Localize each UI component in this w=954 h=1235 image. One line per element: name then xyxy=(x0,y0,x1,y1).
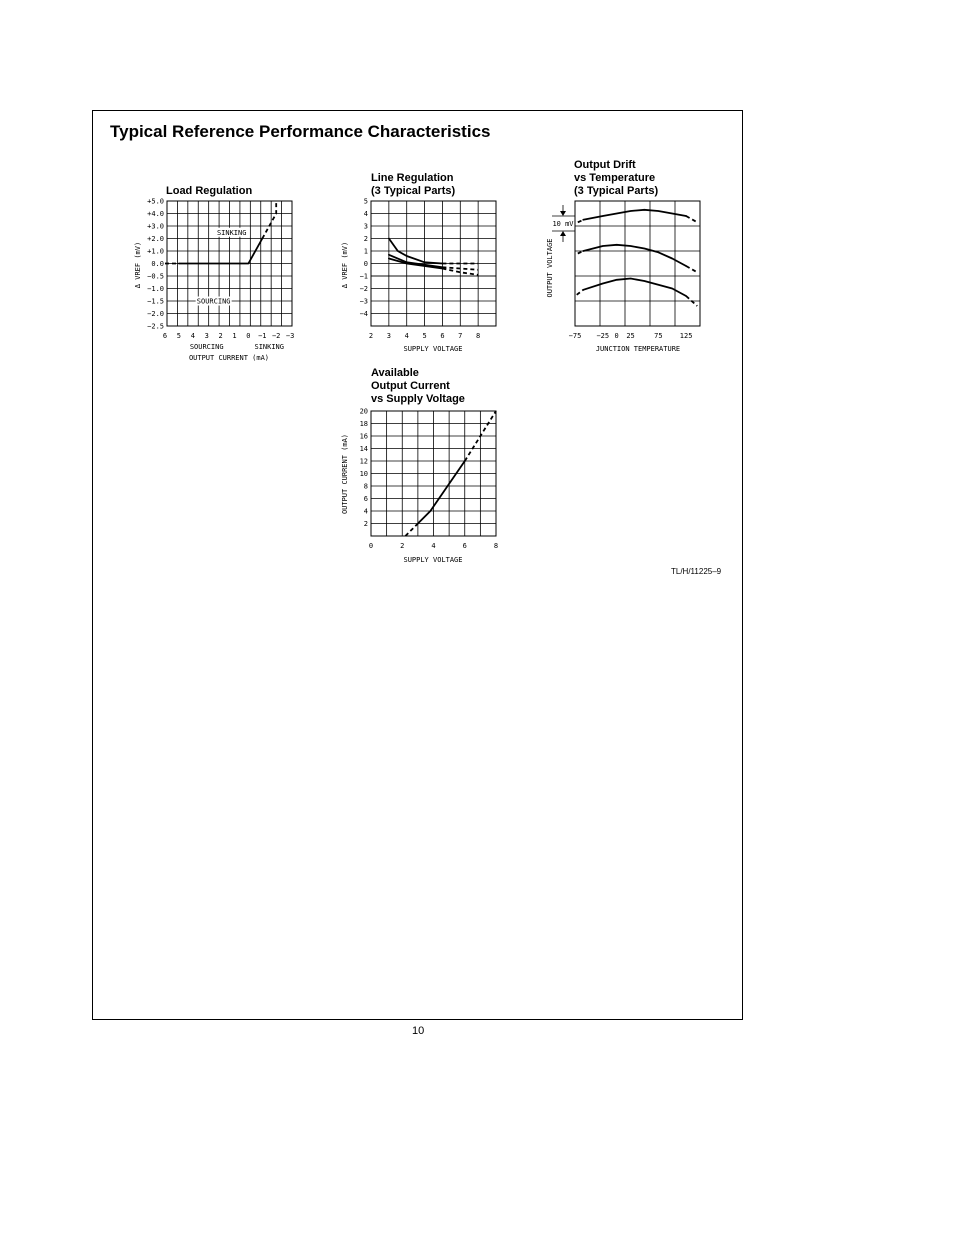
drift-scale-arrowhead-top xyxy=(560,211,566,216)
load-y-tick-label: −1.0 xyxy=(147,285,164,293)
line-y-tick-label: 4 xyxy=(363,210,368,218)
drift-x-tick-label: 75 xyxy=(654,332,663,340)
line-y-tick-label: −3 xyxy=(359,297,368,306)
current-x-tick-label: 4 xyxy=(431,542,436,550)
current-series-0 xyxy=(405,524,418,537)
line-x-tick-label: 4 xyxy=(404,332,409,340)
line-x-tick-label: 6 xyxy=(440,332,445,340)
line-x-axis-label: SUPPLY VOLTAGE xyxy=(403,345,463,353)
load-y-tick-label: −2.5 xyxy=(147,322,164,331)
current-y-axis-label: OUTPUT CURRENT (mA) xyxy=(341,433,349,515)
load-annotation: SOURCING xyxy=(196,297,231,306)
drift-series-0 xyxy=(578,220,584,223)
load-series-2 xyxy=(262,201,276,239)
current-y-tick-label: 14 xyxy=(359,445,368,453)
drift-series-7 xyxy=(583,279,686,297)
load-x-tick-label: 2 xyxy=(218,332,223,340)
page-title: Typical Reference Performance Characteristics xyxy=(110,122,491,141)
current-x-tick-label: 2 xyxy=(400,542,405,550)
drift-scale-arrowhead-bottom xyxy=(560,231,566,236)
current-x-axis-label: SUPPLY VOLTAGE xyxy=(403,556,463,564)
line-x-tick-label: 3 xyxy=(386,332,391,340)
chart-title-current: Available Output Current vs Supply Voltage xyxy=(371,367,465,405)
line-y-tick-label: 2 xyxy=(363,235,368,243)
drift-x-tick-label: −25 xyxy=(596,332,610,340)
line-y-tick-label: −4 xyxy=(359,310,368,318)
load-y-tick-label: −2.0 xyxy=(147,310,164,318)
drift-series-6 xyxy=(577,290,584,295)
drift-x-tick-label: 125 xyxy=(679,332,693,340)
load-x-axis-label: OUTPUT CURRENT (mA) xyxy=(188,354,270,362)
current-y-tick-label: 18 xyxy=(359,420,368,428)
chart-title-line: Line Regulation (3 Typical Parts) xyxy=(371,172,456,197)
load-x-tick-label: 6 xyxy=(162,332,168,340)
current-y-tick-label: 6 xyxy=(363,495,368,503)
drift-x-axis-label: JUNCTION TEMPERATURE xyxy=(595,345,681,353)
line-y-tick-label: −2 xyxy=(359,285,368,293)
line-y-tick-label: 5 xyxy=(363,197,368,206)
drift-x-tick-label: 25 xyxy=(626,332,635,340)
line-x-tick-label: 7 xyxy=(458,332,463,340)
load-y-axis-label: Δ VREF (mV) xyxy=(134,241,142,289)
line-y-tick-label: 3 xyxy=(363,222,368,231)
line-y-axis-label: Δ VREF (mV) xyxy=(341,241,349,289)
load-y-tick-label: +4.0 xyxy=(147,210,164,218)
drift-scale-label: 10 mV xyxy=(552,220,574,228)
load-y-tick-label: 0.0 xyxy=(151,260,164,268)
line-y-tick-label: 1 xyxy=(363,247,368,256)
current-x-tick-label: 8 xyxy=(493,542,499,550)
current-x-tick-label: 6 xyxy=(462,542,467,550)
line-y-tick-label: −1 xyxy=(359,272,368,281)
load-y-tick-label: +2.0 xyxy=(147,235,164,243)
load-x-tick-label: 1 xyxy=(232,332,237,340)
load-y-tick-label: +5.0 xyxy=(147,197,164,206)
load-y-tick-label: +3.0 xyxy=(147,222,164,231)
line-x-tick-label: 5 xyxy=(422,332,427,340)
figure-id: TL/H/11225–9 xyxy=(671,567,722,576)
current-y-tick-label: 2 xyxy=(363,520,368,528)
drift-x-tick-label: 0 xyxy=(614,332,619,340)
drift-series-2 xyxy=(686,216,697,222)
load-y-tick-label: −0.5 xyxy=(147,272,164,281)
load-x-tick-label: −2 xyxy=(271,332,281,340)
current-y-tick-label: 4 xyxy=(363,507,368,516)
current-y-tick-label: 8 xyxy=(363,482,368,491)
current-y-tick-label: 10 xyxy=(359,470,368,478)
drift-series-5 xyxy=(686,266,697,272)
load-x-tick-label: 3 xyxy=(204,332,209,340)
current-y-tick-label: 12 xyxy=(359,457,368,466)
current-y-tick-label: 16 xyxy=(359,432,368,441)
drift-series-1 xyxy=(583,210,686,220)
load-x-sublabel: SINKING xyxy=(254,343,285,351)
chart-title-load: Load Regulation xyxy=(166,185,253,197)
load-y-tick-label: +1.0 xyxy=(147,247,164,256)
current-x-tick-label: 0 xyxy=(368,542,374,550)
load-x-tick-label: 0 xyxy=(246,332,251,340)
line-y-tick-label: 0 xyxy=(363,260,368,268)
chart-title-drift: Output Drift vs Temperature (3 Typical Parts) xyxy=(574,159,659,197)
page-number: 10 xyxy=(412,1025,425,1037)
drift-series-4 xyxy=(583,245,686,266)
load-y-tick-label: −1.5 xyxy=(147,297,164,306)
drift-y-axis-label: OUTPUT VOLTAGE xyxy=(546,238,554,298)
load-annotation: SINKING xyxy=(216,228,247,237)
load-x-tick-label: 5 xyxy=(176,332,182,340)
load-x-tick-label: −1 xyxy=(258,332,267,340)
load-x-tick-label: 4 xyxy=(190,332,195,340)
line-x-tick-label: 8 xyxy=(476,332,481,340)
load-x-tick-label: −3 xyxy=(285,332,295,340)
line-x-tick-label: 2 xyxy=(368,332,374,340)
drift-x-tick-label: −75 xyxy=(568,332,582,340)
current-y-tick-label: 20 xyxy=(359,407,368,416)
load-x-sublabel: SOURCING xyxy=(189,343,224,351)
current-series-1 xyxy=(418,461,465,524)
